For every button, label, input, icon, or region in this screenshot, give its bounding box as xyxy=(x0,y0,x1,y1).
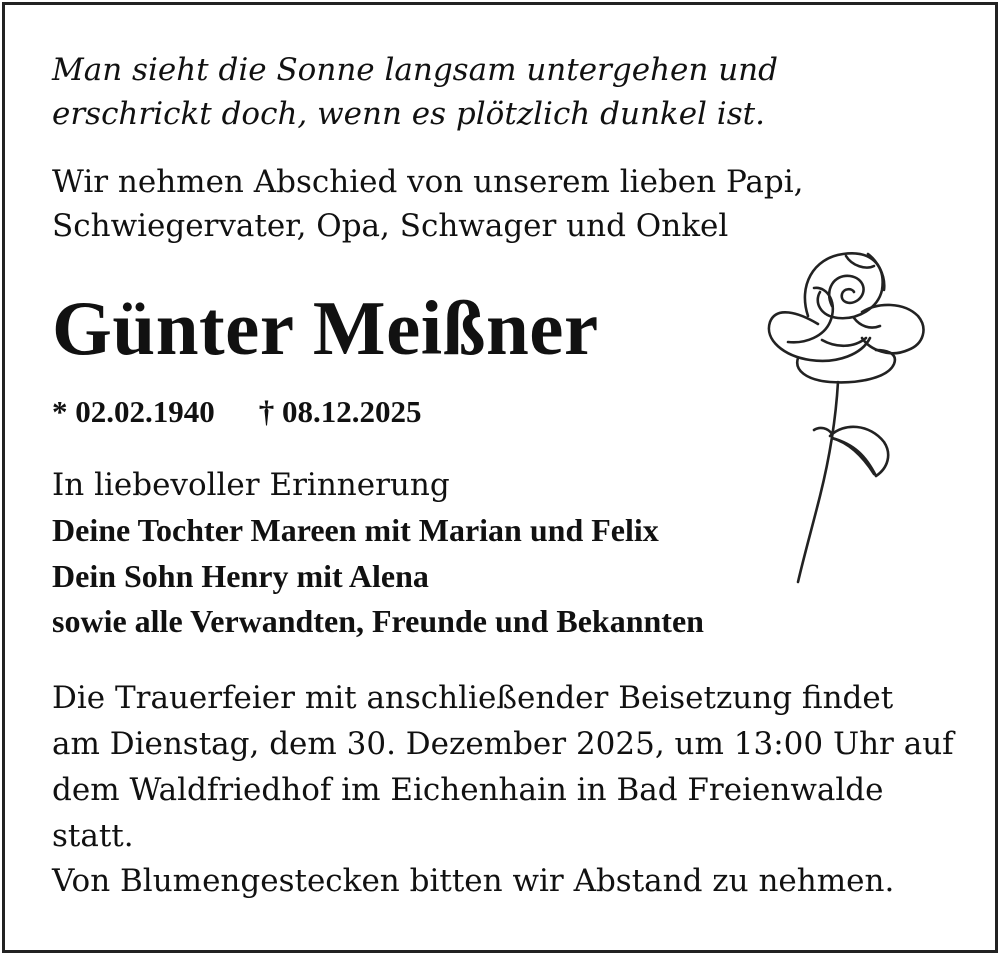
closing-line: Von Blumengestecken bitten wir Abstand zu nehmen. xyxy=(52,863,895,899)
funeral-line-2: am Dienstag, dem 30. Dezember 2025, um 13:00 Uhr auf xyxy=(52,726,954,762)
mourner-line-3: sowie alle Verwandten, Freunde und Bekannten xyxy=(52,603,704,639)
birth-date: * 02.02.1940 xyxy=(52,394,215,429)
deceased-name: Günter Meißner xyxy=(52,285,599,371)
verse-line-1: Man sieht die Sonne langsam untergehen und xyxy=(52,52,778,88)
intro-line-2: Schwiegervater, Opa, Schwager und Onkel xyxy=(52,208,729,244)
funeral-line-4: statt. xyxy=(52,818,134,854)
death-date: † 08.12.2025 xyxy=(258,394,422,429)
memory-line: In liebevoller Erinnerung xyxy=(52,467,450,503)
funeral-line-3: dem Waldfriedhof im Eichenhain in Bad Freienwalde xyxy=(52,772,884,808)
rose-line-drawing-icon xyxy=(758,246,934,588)
verse-line-2: erschrickt doch, wenn es plötzlich dunkel ist. xyxy=(52,96,765,132)
mourner-line-2: Dein Sohn Henry mit Alena xyxy=(52,558,429,594)
mourner-line-1: Deine Tochter Mareen mit Marian und Felix xyxy=(52,512,659,548)
funeral-line-1: Die Trauerfeier mit anschließender Beisetzung findet xyxy=(52,680,894,716)
life-dates xyxy=(52,392,422,432)
intro-line-1: Wir nehmen Abschied von unserem lieben Papi, xyxy=(52,164,804,200)
